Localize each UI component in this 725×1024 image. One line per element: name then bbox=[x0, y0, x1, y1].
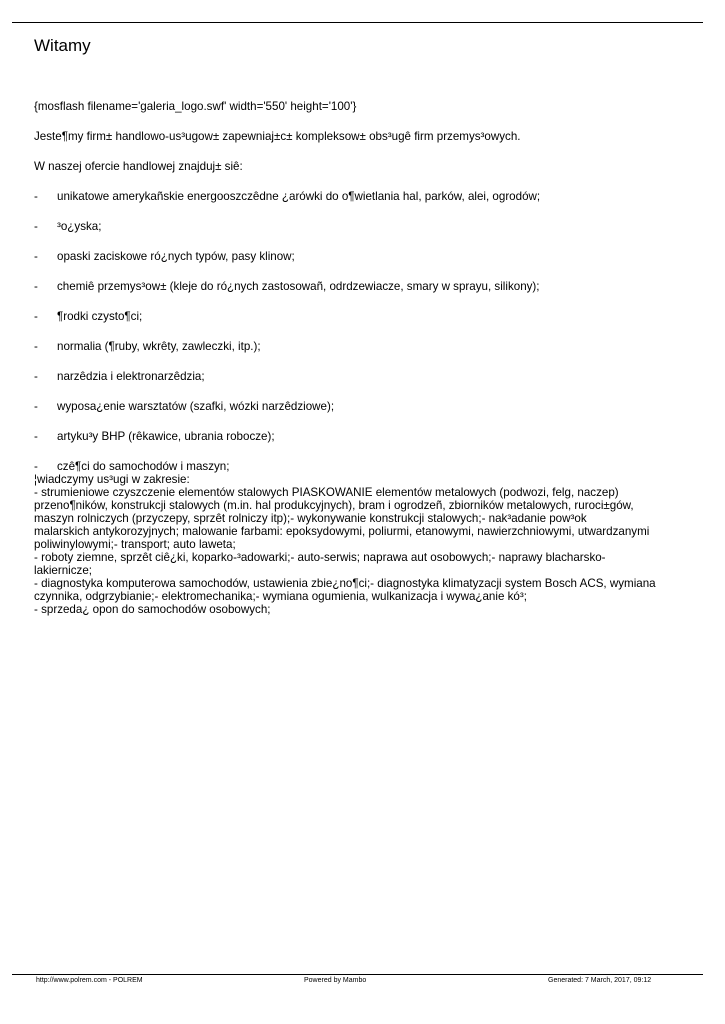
list-dash: - bbox=[34, 430, 38, 443]
list-dash: - bbox=[34, 400, 38, 413]
services-line: czynnika, odgrzybianie;- elektromechanika;- wymiana ogumienia, wulkanizacja i wywa¿anie kó³; bbox=[34, 590, 527, 603]
services-line: - diagnostyka komputerowa samochodów, ustawienia zbie¿no¶ci;- diagnostyka klimatyzacji system Bosch ACS, wymiana bbox=[34, 577, 656, 590]
list-item bbox=[34, 430, 706, 443]
mosflash-placeholder: {mosflash filename='galeria_logo.swf' width='550' height='100'} bbox=[34, 100, 357, 113]
services-line: poliwinylowymi;- transport; auto laweta; bbox=[34, 538, 236, 551]
list-item bbox=[34, 340, 706, 353]
list-dash: - bbox=[34, 370, 38, 383]
page-title: Witamy bbox=[34, 36, 91, 55]
offer-list bbox=[34, 190, 706, 473]
services-line: - sprzeda¿ opon do samochodów osobowych; bbox=[34, 603, 271, 616]
services-line: przeno¶ników, konstrukcji stalowych (m.in. hal produkcyjnych), bram i ogrodzeñ, zbiorników metalowych, ruroci±gów, bbox=[34, 499, 634, 512]
list-dash: - bbox=[34, 340, 38, 353]
list-dash: - bbox=[34, 280, 38, 293]
list-item-text: wyposa¿enie warsztatów (szafki, wózki narzêdziowe); bbox=[57, 400, 335, 413]
list-dash: - bbox=[34, 250, 38, 263]
list-item-text: ³o¿yska; bbox=[57, 220, 102, 233]
intro-paragraph: Jeste¶my firm± handlowo-us³ugow± zapewniaj±c± kompleksow± obs³ugê firm przemys³owych. bbox=[34, 130, 521, 143]
list-dash: - bbox=[34, 310, 38, 323]
services-line: malarskich antykorozyjnych; malowanie farbami: epoksydowymi, poliurmi, etanowymi, nawierzchniowymi, utwardzanymi bbox=[34, 525, 650, 538]
list-dash: - bbox=[34, 220, 38, 233]
list-item-text: ¶rodki czysto¶ci; bbox=[57, 310, 143, 323]
list-item-text: normalia (¶ruby, wkrêty, zawleczki, itp.); bbox=[57, 340, 261, 353]
article-content bbox=[34, 100, 706, 616]
list-dash: - bbox=[34, 190, 38, 203]
services-block bbox=[34, 473, 706, 616]
services-line: - roboty ziemne, sprzêt ciê¿ki, koparko-³adowarki;- auto-serwis; naprawa aut osobowych;- naprawy blacharsko- bbox=[34, 551, 606, 564]
list-item-text: artyku³y BHP (rêkawice, ubrania robocze); bbox=[57, 430, 275, 443]
list-item bbox=[34, 250, 706, 263]
footer-powered-by: Powered by Mambo bbox=[304, 977, 367, 984]
services-line: ¦wiadczymy us³ugi w zakresie: bbox=[34, 473, 190, 486]
offer-heading: W naszej ofercie handlowej znajduj± siê: bbox=[34, 160, 243, 173]
bottom-rule bbox=[12, 974, 703, 975]
list-item bbox=[34, 370, 706, 383]
list-item bbox=[34, 220, 706, 233]
list-item-text: opaski zaciskowe ró¿nych typów, pasy klinow; bbox=[57, 250, 295, 263]
list-item-text: unikatowe amerykañskie energooszczêdne ¿arówki do o¶wietlania hal, parków, alei, ogrodów; bbox=[57, 190, 541, 203]
list-dash: - bbox=[34, 460, 38, 473]
list-item-text: czê¶ci do samochodów i maszyn; bbox=[57, 460, 230, 473]
list-item-text: narzêdzia i elektronarzêdzia; bbox=[57, 370, 205, 383]
list-item bbox=[34, 400, 706, 413]
services-line: lakiernicze; bbox=[34, 564, 92, 577]
footer-generated-date: Generated: 7 March, 2017, 09:12 bbox=[548, 977, 652, 984]
services-line: maszyn rolniczych (przyczepy, sprzêt rolniczy itp);- wykonywanie konstrukcji stalowych;- nak³adanie pow³ok bbox=[34, 512, 587, 525]
footer-site-url: http://www.polrem.com - POLREM bbox=[36, 977, 143, 984]
services-line: - strumieniowe czyszczenie elementów stalowych PIASKOWANIE elementów metalowych (podwozi, felg, naczep) bbox=[34, 486, 619, 499]
list-item bbox=[34, 280, 706, 293]
list-item bbox=[34, 310, 706, 323]
top-rule bbox=[12, 22, 703, 23]
list-item bbox=[34, 190, 706, 203]
list-item-text: chemiê przemys³ow± (kleje do ró¿nych zastosowañ, odrdzewiacze, smary w sprayu, silikony); bbox=[57, 280, 540, 293]
list-item bbox=[34, 460, 706, 473]
